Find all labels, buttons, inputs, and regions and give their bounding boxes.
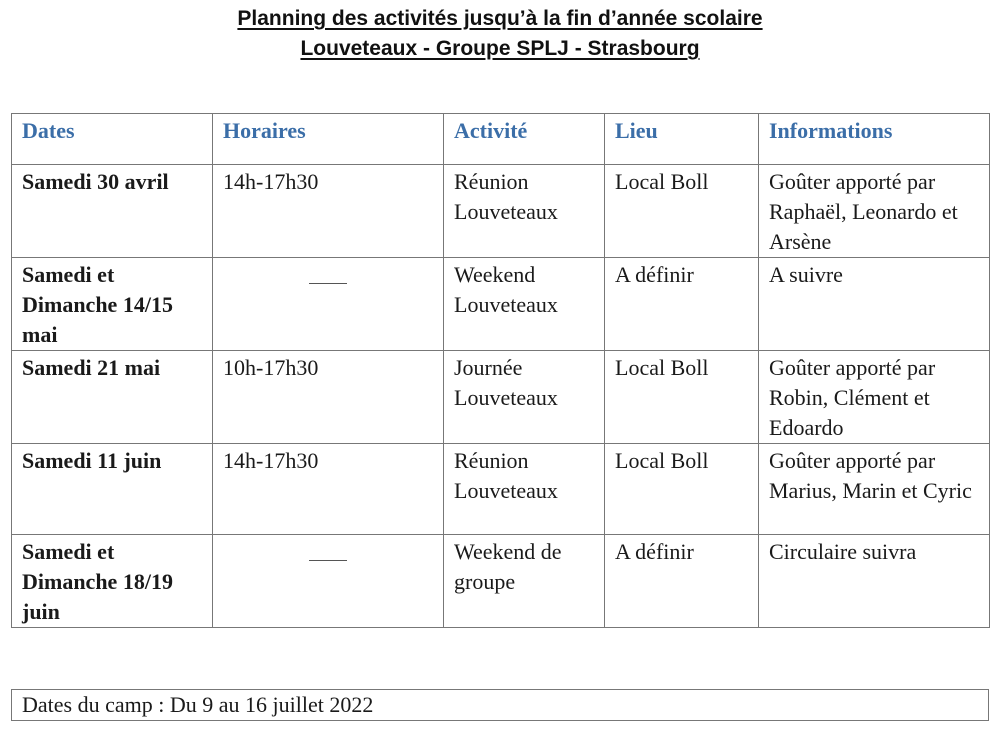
column-header-dates: Dates xyxy=(12,114,213,165)
cell-horaires-empty xyxy=(213,258,444,351)
column-header-lieu: Lieu xyxy=(605,114,759,165)
column-header-horaires: Horaires xyxy=(213,114,444,165)
cell-lieu: A définir xyxy=(605,535,759,628)
column-header-activite: Activité xyxy=(444,114,605,165)
cell-activite: Réunion Louveteaux xyxy=(444,165,605,258)
schedule-table xyxy=(11,113,990,628)
cell-horaires-empty xyxy=(213,535,444,628)
cell-informations: Goûter apporté par Robin, Clément et Edoardo xyxy=(759,351,990,444)
cell-lieu: Local Boll xyxy=(605,444,759,535)
title-line-2: Louveteaux - Groupe SPLJ - Strasbourg xyxy=(300,37,700,60)
cell-lieu: A définir xyxy=(605,258,759,351)
cell-date: Samedi 30 avril xyxy=(12,165,213,258)
cell-lieu: Local Boll xyxy=(605,165,759,258)
camp-dates-box: Dates du camp : Du 9 au 16 juillet 2022 xyxy=(11,689,989,721)
dash-line xyxy=(309,546,347,561)
cell-date: Samedi et Dimanche 18/19 juin xyxy=(12,535,213,628)
cell-informations: Goûter apporté par Marius, Marin et Cyric xyxy=(759,444,990,535)
cell-informations: Circulaire suivra xyxy=(759,535,990,628)
table-row xyxy=(12,258,990,351)
cell-informations: Goûter apporté par Raphaël, Leonardo et Arsène xyxy=(759,165,990,258)
document-title xyxy=(0,4,1000,64)
cell-horaires: 10h-17h30 xyxy=(213,351,444,444)
cell-date: Samedi 21 mai xyxy=(12,351,213,444)
table-row xyxy=(12,165,990,258)
cell-horaires: 14h-17h30 xyxy=(213,444,444,535)
cell-activite: Réunion Louveteaux xyxy=(444,444,605,535)
table-row xyxy=(12,351,990,444)
column-header-informations: Informations xyxy=(759,114,990,165)
cell-date: Samedi et Dimanche 14/15 mai xyxy=(12,258,213,351)
table-row xyxy=(12,444,990,535)
table-header-row xyxy=(12,114,990,165)
title-line-1: Planning des activités jusqu’à la fin d’année scolaire xyxy=(237,7,763,30)
dash-line xyxy=(309,269,347,284)
cell-activite: Weekend Louveteaux xyxy=(444,258,605,351)
cell-date: Samedi 11 juin xyxy=(12,444,213,535)
cell-horaires: 14h-17h30 xyxy=(213,165,444,258)
cell-informations: A suivre xyxy=(759,258,990,351)
table-row xyxy=(12,535,990,628)
cell-activite: Journée Louveteaux xyxy=(444,351,605,444)
cell-lieu: Local Boll xyxy=(605,351,759,444)
cell-activite: Weekend de groupe xyxy=(444,535,605,628)
